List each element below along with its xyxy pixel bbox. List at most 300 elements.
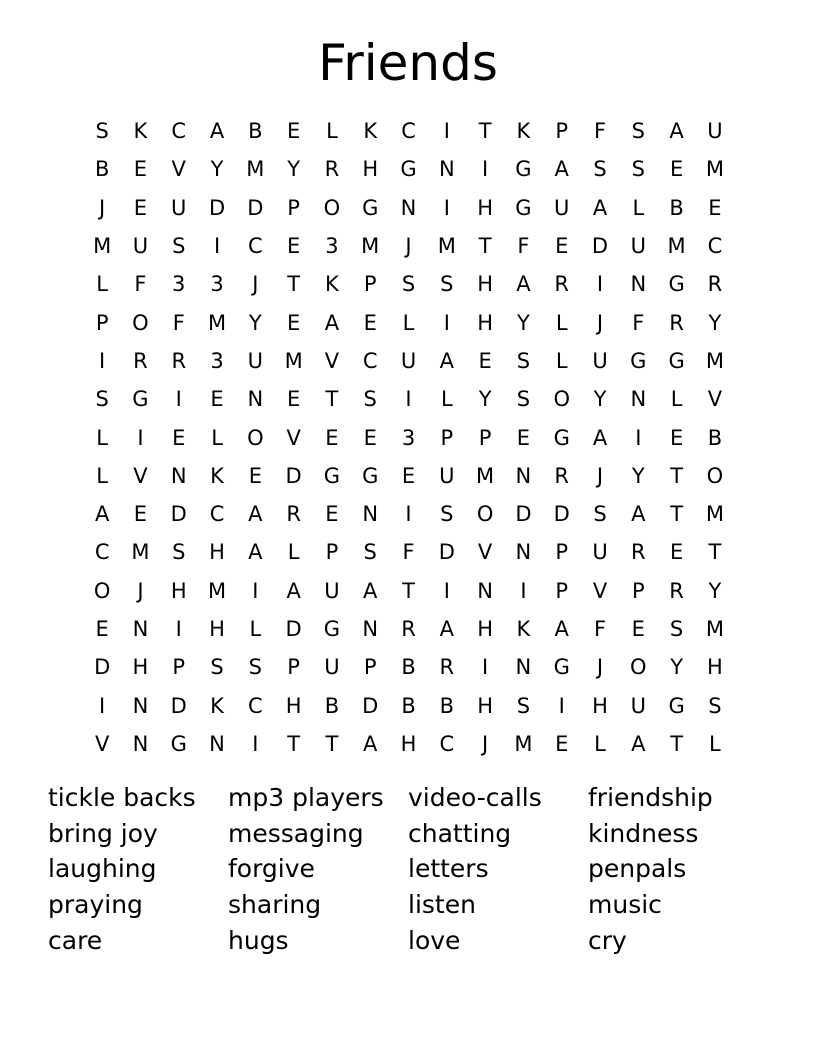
grid-cell: E bbox=[286, 387, 301, 412]
grid-cell: C bbox=[362, 348, 378, 373]
grid-cell: F bbox=[172, 310, 185, 335]
grid-cell: S bbox=[631, 157, 645, 182]
grid-cell: V bbox=[133, 463, 148, 488]
grid-cell: P bbox=[172, 655, 186, 680]
word-list-item: mp3 players bbox=[228, 783, 384, 812]
grid-cell: I bbox=[443, 578, 450, 603]
grid-cell: E bbox=[478, 348, 492, 373]
grid-cell: N bbox=[170, 463, 187, 488]
grid-cell: H bbox=[209, 540, 225, 565]
grid-cell: R bbox=[401, 617, 416, 641]
grid-cell: R bbox=[171, 348, 187, 373]
grid-cell: D bbox=[170, 693, 187, 718]
word-list-item: laughing bbox=[48, 854, 157, 884]
grid-cell: I bbox=[443, 310, 450, 335]
grid-cell: N bbox=[630, 387, 647, 412]
word-list-item: bring joy bbox=[48, 818, 158, 848]
grid-cell: V bbox=[94, 731, 110, 756]
grid-cell: L bbox=[287, 540, 300, 565]
grid-cell: A bbox=[592, 195, 608, 220]
grid-cell: H bbox=[285, 693, 302, 718]
grid-cell: N bbox=[438, 157, 455, 182]
grid-cell: K bbox=[325, 272, 339, 297]
grid-cell: R bbox=[286, 502, 301, 527]
grid-cell: D bbox=[553, 502, 570, 527]
grid-cell: D bbox=[285, 463, 302, 488]
grid-cell: H bbox=[477, 693, 494, 718]
grid-cell: D bbox=[362, 693, 379, 718]
grid-cell: T bbox=[478, 234, 492, 259]
grid-cell: M bbox=[705, 348, 724, 373]
grid-cell: E bbox=[325, 425, 339, 450]
grid-cell: K bbox=[363, 119, 378, 144]
grid-cell: M bbox=[246, 157, 265, 182]
grid-cell: A bbox=[554, 157, 569, 182]
grid-cell: J bbox=[596, 655, 604, 680]
grid-cell: P bbox=[631, 578, 645, 603]
grid-cell: A bbox=[248, 540, 263, 565]
grid-cell: P bbox=[95, 310, 109, 335]
grid-cell: G bbox=[132, 387, 149, 412]
grid-cell: G bbox=[553, 655, 570, 680]
word-list-item: listen bbox=[408, 890, 476, 920]
grid-cell: M bbox=[284, 348, 303, 373]
grid-cell: V bbox=[286, 425, 301, 450]
grid-cell: I bbox=[175, 617, 182, 641]
grid-cell: P bbox=[555, 119, 569, 144]
grid-cell: T bbox=[670, 463, 684, 488]
word-list-item: care bbox=[48, 925, 103, 955]
grid-cell: F bbox=[134, 272, 147, 297]
word-list-item: friendship bbox=[588, 783, 713, 812]
grid-cell: I bbox=[405, 387, 412, 412]
word-list-item: messaging bbox=[228, 818, 364, 848]
grid-cell: N bbox=[477, 578, 493, 603]
grid-cell: I bbox=[405, 502, 412, 527]
grid-cell: I bbox=[99, 348, 106, 373]
grid-cell: Y bbox=[210, 157, 224, 182]
grid-cell: B bbox=[248, 119, 263, 144]
word-list-item: sharing bbox=[228, 890, 322, 920]
grid-cell: I bbox=[482, 157, 489, 182]
grid-cell: H bbox=[209, 617, 225, 641]
grid-cell: F bbox=[593, 119, 607, 144]
grid-cell: S bbox=[516, 348, 531, 373]
grid-cell: R bbox=[554, 463, 569, 488]
grid-cell: P bbox=[363, 655, 377, 680]
grid-cell: U bbox=[439, 463, 455, 488]
grid-cell: G bbox=[323, 463, 341, 488]
grid-cell: 3 bbox=[210, 272, 224, 297]
grid-cell: N bbox=[209, 731, 225, 756]
grid-cell: J bbox=[99, 195, 106, 220]
grid-cell: Y bbox=[517, 310, 530, 335]
grid-cell: H bbox=[362, 157, 379, 182]
grid-cell: A bbox=[363, 578, 378, 603]
grid-cell: M bbox=[437, 234, 456, 259]
grid-cell: U bbox=[132, 234, 149, 259]
grid-cell: J bbox=[137, 578, 144, 603]
grid-cell: M bbox=[667, 234, 686, 259]
grid-cell: T bbox=[708, 540, 722, 565]
grid-cell: J bbox=[405, 234, 412, 259]
grid-cell: E bbox=[133, 195, 148, 220]
grid-cell: S bbox=[95, 119, 109, 144]
grid-cell: I bbox=[252, 578, 259, 603]
grid-cell: L bbox=[211, 425, 223, 450]
grid-cell: 3 bbox=[401, 425, 416, 450]
grid-cell: N bbox=[247, 387, 264, 412]
grid-cell: U bbox=[400, 348, 417, 373]
grid-cell: E bbox=[363, 425, 377, 450]
grid-cell: J bbox=[252, 272, 259, 297]
grid-cell: U bbox=[592, 540, 608, 565]
grid-cell: H bbox=[170, 578, 187, 603]
grid-cell: G bbox=[362, 463, 379, 488]
grid-cell: N bbox=[630, 272, 647, 297]
grid-cell: I bbox=[596, 272, 604, 297]
grid-cell: H bbox=[592, 693, 608, 718]
grid-cell: M bbox=[705, 157, 724, 182]
grid-cell: L bbox=[326, 119, 338, 144]
grid-cell: H bbox=[707, 655, 723, 680]
grid-cell: L bbox=[96, 425, 108, 450]
grid-cell: E bbox=[555, 731, 569, 756]
grid-cell: Y bbox=[593, 387, 607, 412]
grid-cell: S bbox=[631, 119, 645, 144]
grid-cell: E bbox=[363, 310, 377, 335]
grid-cell: A bbox=[324, 310, 340, 335]
grid-cell: R bbox=[669, 310, 684, 335]
grid-cell: U bbox=[707, 119, 723, 144]
word-list-item: music bbox=[588, 890, 662, 920]
grid-cell: S bbox=[248, 655, 262, 680]
grid-cell: O bbox=[476, 502, 494, 527]
grid-cell: A bbox=[248, 502, 263, 527]
grid-cell: S bbox=[593, 157, 607, 182]
grid-cell: B bbox=[401, 655, 416, 680]
grid-cell: R bbox=[439, 655, 455, 680]
grid-cell: N bbox=[515, 540, 532, 565]
grid-cell: E bbox=[708, 195, 722, 220]
grid-cell: O bbox=[553, 387, 570, 412]
grid-cell: L bbox=[632, 195, 645, 220]
grid-cell: O bbox=[247, 425, 264, 450]
grid-cell: U bbox=[630, 693, 646, 718]
grid-cell: A bbox=[669, 119, 684, 144]
grid-cell: G bbox=[400, 157, 417, 182]
grid-cell: S bbox=[516, 693, 531, 718]
grid-cell: M bbox=[207, 578, 227, 603]
grid-cell: L bbox=[555, 310, 568, 335]
grid-cell: S bbox=[172, 234, 186, 259]
grid-cell: N bbox=[400, 195, 417, 220]
grid-cell: T bbox=[670, 502, 684, 527]
grid-cell: J bbox=[482, 731, 489, 756]
grid-cell: 3 bbox=[210, 348, 224, 373]
grid-cell: K bbox=[133, 119, 148, 144]
grid-cell: T bbox=[325, 387, 339, 412]
grid-cell: O bbox=[630, 655, 647, 680]
grid-cell: V bbox=[592, 578, 608, 603]
grid-cell: S bbox=[363, 540, 377, 565]
grid-cell: I bbox=[520, 578, 527, 603]
grid-cell: C bbox=[248, 693, 263, 718]
grid-cell: G bbox=[553, 425, 570, 450]
grid-cell: Y bbox=[631, 463, 645, 488]
grid-cell: M bbox=[476, 463, 495, 488]
grid-cell: U bbox=[171, 195, 187, 220]
grid-cell: E bbox=[286, 310, 301, 335]
grid-cell: A bbox=[363, 731, 378, 756]
grid-cell: T bbox=[478, 119, 492, 144]
grid-cell: H bbox=[477, 272, 494, 297]
grid-cell: A bbox=[286, 578, 301, 603]
grid-cell: N bbox=[515, 463, 532, 488]
grid-cell: E bbox=[95, 617, 109, 641]
grid-cell: U bbox=[592, 348, 608, 373]
grid-cell: V bbox=[171, 157, 186, 182]
grid-cell: 3 bbox=[325, 234, 339, 259]
grid-cell: A bbox=[554, 617, 569, 641]
grid-cell: L bbox=[594, 731, 606, 756]
grid-cell: Y bbox=[708, 578, 722, 603]
grid-cell: I bbox=[213, 234, 221, 259]
grid-cell: I bbox=[252, 731, 259, 756]
grid-cell: I bbox=[443, 195, 450, 220]
grid-cell: G bbox=[668, 348, 685, 373]
grid-cell: S bbox=[593, 502, 607, 527]
word-list bbox=[48, 780, 788, 958]
grid-cell: L bbox=[670, 387, 683, 412]
grid-cell: I bbox=[482, 655, 489, 680]
grid-cell: A bbox=[94, 502, 110, 527]
grid-cell: E bbox=[516, 425, 531, 450]
grid-cell: C bbox=[401, 119, 416, 144]
grid-cell: O bbox=[93, 578, 111, 603]
grid-cell: N bbox=[132, 693, 149, 718]
grid-cell: A bbox=[439, 348, 454, 373]
word-list-item: praying bbox=[48, 890, 143, 920]
grid-cell: G bbox=[515, 195, 532, 220]
grid-cell: D bbox=[438, 540, 455, 565]
grid-cell: S bbox=[95, 387, 109, 412]
grid-cell: L bbox=[709, 731, 721, 756]
grid-cell: P bbox=[287, 655, 300, 680]
grid-cell: C bbox=[209, 502, 225, 527]
grid-cell: Y bbox=[248, 310, 262, 335]
grid-cell: O bbox=[706, 463, 724, 488]
grid-cell: T bbox=[670, 731, 684, 756]
grid-cell: B bbox=[707, 425, 723, 450]
grid-cell: H bbox=[477, 310, 494, 335]
grid-cell: M bbox=[514, 731, 533, 756]
grid-cell: P bbox=[555, 578, 569, 603]
grid-cell: L bbox=[402, 310, 415, 335]
grid-cell: C bbox=[439, 731, 455, 756]
grid-cell: I bbox=[137, 425, 144, 450]
grid-cell: F bbox=[402, 540, 415, 565]
grid-cell: E bbox=[555, 234, 569, 259]
grid-cell: I bbox=[175, 387, 182, 412]
grid-cell: D bbox=[208, 195, 226, 220]
grid-cell: N bbox=[362, 617, 379, 641]
grid-cell: D bbox=[247, 195, 264, 220]
grid-cell: P bbox=[287, 195, 300, 220]
word-list-item: chatting bbox=[408, 818, 512, 848]
grid-cell: E bbox=[669, 540, 684, 565]
grid-cell: R bbox=[133, 348, 148, 373]
grid-cell: G bbox=[668, 272, 685, 297]
grid-cell: S bbox=[669, 617, 684, 641]
word-list-item: love bbox=[408, 925, 461, 955]
grid-cell: D bbox=[515, 502, 532, 527]
grid-cell: P bbox=[363, 272, 377, 297]
grid-cell: E bbox=[669, 157, 684, 182]
grid-cell: U bbox=[324, 655, 340, 680]
grid-cell: U bbox=[247, 348, 264, 373]
grid-cell: N bbox=[515, 655, 532, 680]
grid-cell: I bbox=[443, 119, 450, 144]
grid-cell: H bbox=[400, 731, 417, 756]
word-list-item: video-calls bbox=[408, 783, 542, 812]
grid-cell: T bbox=[287, 731, 301, 756]
word-list-item: kindness bbox=[588, 818, 699, 848]
grid-cell: U bbox=[324, 578, 340, 603]
grid-cell: G bbox=[630, 348, 647, 373]
grid-cell: J bbox=[596, 310, 604, 335]
grid-cell: L bbox=[555, 348, 568, 373]
grid-cell: P bbox=[440, 425, 454, 450]
grid-cell: B bbox=[669, 195, 684, 220]
grid-cell: N bbox=[132, 731, 149, 756]
word-list-item: hugs bbox=[228, 925, 289, 955]
grid-cell: E bbox=[133, 157, 148, 182]
grid-cell: T bbox=[325, 731, 339, 756]
grid-cell: P bbox=[478, 425, 492, 450]
grid-cell: S bbox=[172, 540, 186, 565]
grid-cell: V bbox=[477, 540, 493, 565]
grid-cell: N bbox=[362, 502, 379, 527]
grid-cell: F bbox=[517, 234, 530, 259]
grid-cell: L bbox=[440, 387, 453, 412]
grid-cell: E bbox=[631, 617, 645, 641]
grid-cell: S bbox=[708, 693, 722, 718]
grid-cell: S bbox=[401, 272, 416, 297]
grid-cell: A bbox=[439, 617, 454, 641]
grid-cell: A bbox=[631, 502, 646, 527]
grid-cell: E bbox=[210, 387, 224, 412]
grid-cell: I bbox=[635, 425, 642, 450]
grid-cell: A bbox=[631, 731, 646, 756]
grid-cell: B bbox=[324, 693, 340, 718]
grid-cell: 3 bbox=[172, 272, 186, 297]
grid-cell: M bbox=[705, 617, 724, 641]
grid-cell: C bbox=[707, 234, 723, 259]
grid-cell: E bbox=[286, 234, 301, 259]
grid-cell: C bbox=[94, 540, 110, 565]
word-list-item: tickle backs bbox=[48, 783, 196, 812]
grid-cell: R bbox=[707, 272, 723, 297]
grid-cell: L bbox=[96, 272, 108, 297]
grid-cell: M bbox=[131, 540, 150, 565]
grid-cell: T bbox=[402, 578, 415, 603]
grid-cell: S bbox=[440, 272, 454, 297]
grid-cell: C bbox=[248, 234, 263, 259]
grid-cell: R bbox=[669, 578, 684, 603]
grid-cell: P bbox=[555, 540, 569, 565]
grid-cell: G bbox=[668, 693, 685, 718]
grid-cell: E bbox=[286, 119, 301, 144]
grid-cell: M bbox=[93, 234, 112, 259]
letter-grid bbox=[83, 112, 743, 763]
grid-cell: E bbox=[325, 502, 339, 527]
grid-cell: T bbox=[287, 272, 301, 297]
grid-cell: E bbox=[401, 463, 416, 488]
grid-cell: E bbox=[133, 502, 148, 527]
grid-cell: G bbox=[515, 157, 532, 182]
grid-cell: V bbox=[707, 387, 723, 412]
grid-cell: B bbox=[439, 693, 455, 718]
grid-cell: K bbox=[210, 693, 224, 718]
grid-cell: A bbox=[592, 425, 608, 450]
grid-cell: M bbox=[361, 234, 380, 259]
grid-cell: E bbox=[669, 425, 684, 450]
grid-cell: S bbox=[363, 387, 377, 412]
grid-cell: N bbox=[132, 617, 149, 641]
grid-cell: B bbox=[94, 157, 110, 182]
grid-cell: L bbox=[96, 463, 108, 488]
grid-cell: Y bbox=[478, 387, 492, 412]
grid-cell: K bbox=[516, 617, 531, 641]
word-list-item: letters bbox=[408, 854, 489, 884]
grid-cell: K bbox=[210, 463, 224, 488]
grid-cell: U bbox=[554, 195, 570, 220]
word-list-item: forgive bbox=[228, 854, 315, 884]
word-list-item: penpals bbox=[588, 854, 687, 884]
page-title: Friends bbox=[318, 34, 498, 92]
grid-cell: D bbox=[94, 655, 111, 680]
grid-cell: L bbox=[249, 617, 262, 641]
grid-cell: Y bbox=[708, 310, 722, 335]
grid-cell: H bbox=[477, 617, 494, 641]
grid-cell: R bbox=[554, 272, 569, 297]
grid-cell: O bbox=[323, 195, 341, 220]
grid-cell: R bbox=[631, 540, 646, 565]
grid-cell: K bbox=[516, 119, 531, 144]
grid-cell: Y bbox=[670, 655, 684, 680]
grid-cell: U bbox=[630, 234, 646, 259]
grid-cell: G bbox=[362, 195, 379, 220]
grid-cell: F bbox=[593, 617, 607, 641]
grid-cell: G bbox=[323, 617, 341, 641]
grid-cell: I bbox=[99, 693, 106, 718]
grid-cell: Y bbox=[287, 157, 301, 182]
grid-cell: M bbox=[207, 310, 227, 335]
grid-cell: S bbox=[516, 387, 531, 412]
grid-cell: A bbox=[209, 119, 225, 144]
grid-cell: D bbox=[591, 234, 609, 259]
grid-cell: A bbox=[516, 272, 531, 297]
grid-cell: H bbox=[132, 655, 149, 680]
grid-cell: C bbox=[171, 119, 187, 144]
word-list-item: cry bbox=[588, 925, 627, 955]
grid-cell: D bbox=[285, 617, 302, 641]
grid-cell: S bbox=[210, 655, 224, 680]
grid-cell: E bbox=[172, 425, 186, 450]
grid-cell: R bbox=[324, 157, 340, 182]
grid-cell: H bbox=[477, 195, 494, 220]
